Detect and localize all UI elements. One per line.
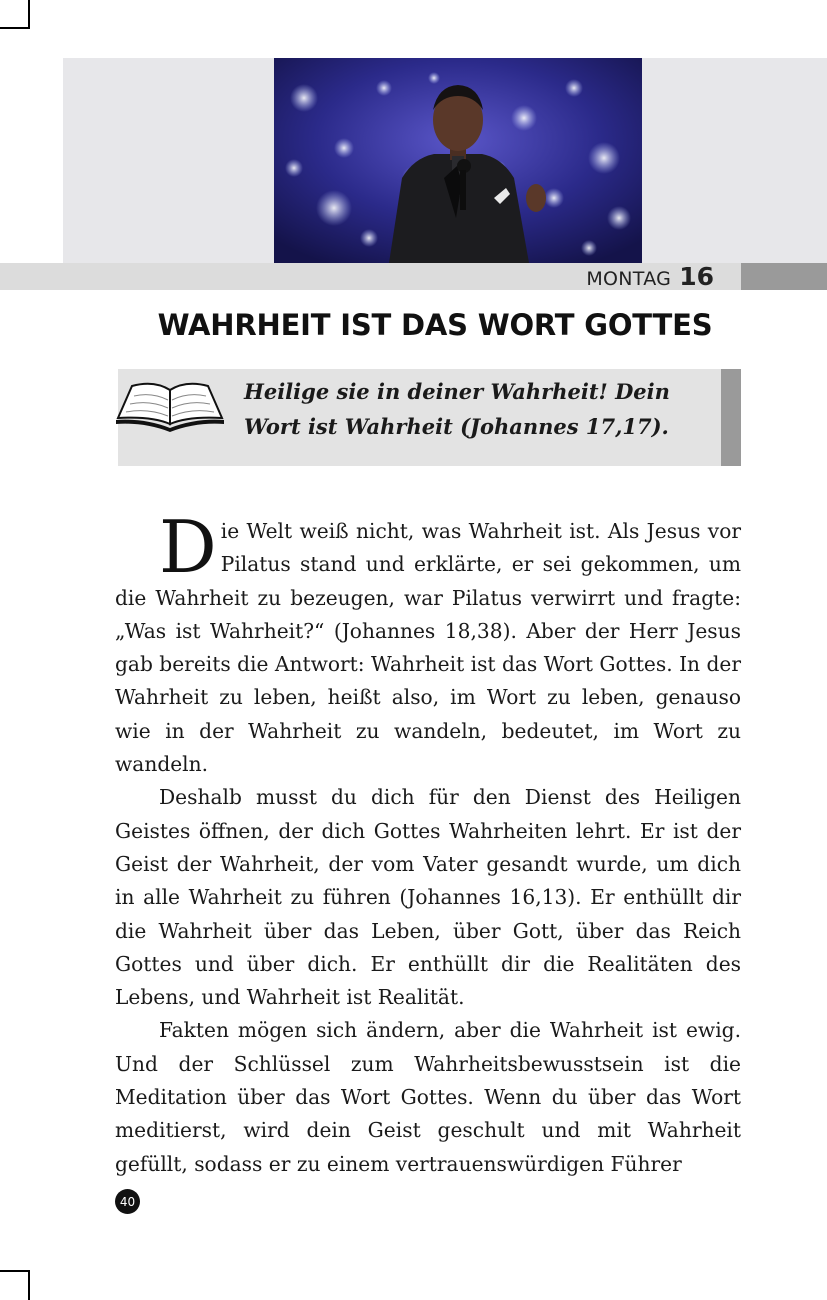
- weekday: MONTAG: [586, 268, 672, 290]
- day-number: 16: [679, 262, 714, 291]
- date-bar-accent: [741, 263, 827, 290]
- scripture-verse: Heilige sie in deiner Wahrheit! Dein Wort ist Wahrheit (Johannes 17,17).: [244, 379, 670, 439]
- paragraph-2: Deshalb musst du dich für den Dienst des Heiligen Geistes öffnen, der dich Gottes Wahrheiten lehrt. Er ist der Geist der Wahrheit, der vom Vater gesandt wurde, um dich in alle Wahrheit zu führen (Johannes 16,13). Er enthüllt dir die Wahrheit über das Leben, über Gott, über das Reich Gottes und über dich. Er enthüllt dir die Realitäten des Lebens, und Wahrheit ist Realität.: [115, 785, 741, 1010]
- open-book-icon: [114, 378, 226, 434]
- speaker-photo: [274, 58, 642, 263]
- date-label: [586, 262, 714, 294]
- paragraph-3: Fakten mögen sich ändern, aber die Wahrheit ist ewig. Und der Schlüssel zum Wahrheitsbewusstsein ist die Meditation über das Wort Gottes. Wenn du über das Wort meditierst, wird dein Geist geschult und mit Wahrheit gefüllt, sodass er zu einem vertrauenswürdigen Führer: [115, 1018, 741, 1176]
- crop-mark-bottom-left-h: [0, 1270, 30, 1272]
- crop-mark-top-left-h: [0, 27, 30, 29]
- page-number-badge: 40: [115, 1189, 140, 1214]
- page-title: WAHRHEIT IST DAS WORT GOTTES: [157, 308, 713, 342]
- crop-mark-top-left-v: [28, 0, 30, 29]
- crop-mark-bottom-left-v: [28, 1272, 30, 1300]
- paragraph-1-text: ie Welt weiß nicht, was Wahrheit ist. Als Jesus vor Pilatus stand und erklärte, er sei gekommen, um die Wahrheit zu bezeugen, war Pilatus verwirrt und fragte: „Was ist Wahrheit?“ (Johannes 18,38). Aber der Herr Jesus gab bereits die Antwort: Wahrheit ist das Wort Gottes. In der Wahrheit zu leben, heißt also, im Wort zu leben, genauso wie in der Wahrheit zu wandeln, bedeutet, im Wort zu wandeln.: [115, 519, 741, 777]
- verse-box-accent: [721, 369, 741, 466]
- devotional-body: [115, 505, 741, 1181]
- drop-cap: D: [159, 505, 217, 589]
- paragraph-1: [115, 505, 741, 781]
